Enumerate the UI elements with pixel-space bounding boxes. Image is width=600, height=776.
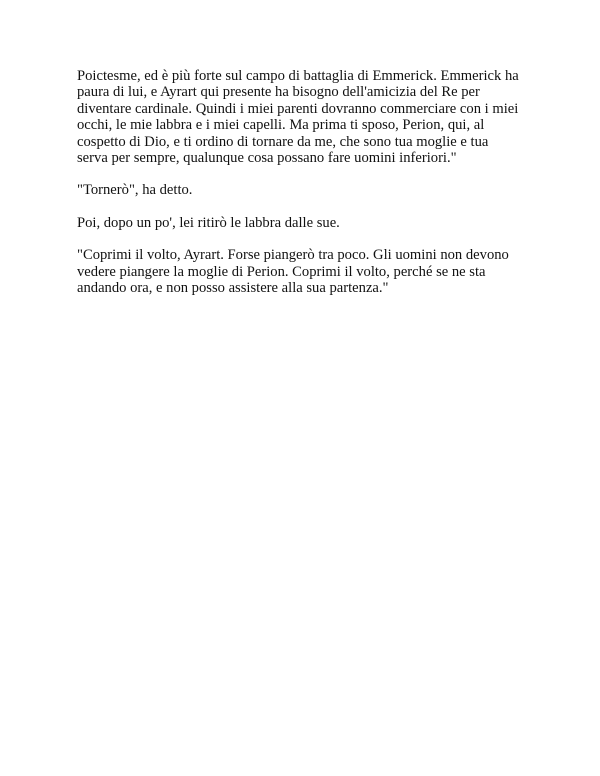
paragraph-2: "Tornerò", ha detto. [77,182,193,199]
paragraph-3: Poi, dopo un po', lei ritirò le labbra dalle sue. [77,214,340,231]
paragraph-4: "Coprimi il volto, Ayrart. Forse piangerò tra poco. Gli uomini non devono vedere piangere la moglie di Perion. Coprimi il volto, perché se ne sta andando ora, e non posso assistere alla sua partenza." [77,247,509,297]
body-text [77,68,532,312]
paragraph-1: Poictesme, ed è più forte sul campo di battaglia di Emmerick. Emmerick ha paura di lui, e Ayrart qui presente ha bisogno dell'amicizia del Re per diventare cardinale. Quindi i miei parenti dovranno commerciare con i miei occhi, le mie labbra e i miei capelli. Ma prima ti sposo, Perion, qui, al cospetto di Dio, e ti ordino di tornare da me, che sono tua moglie e tua serva per sempre, qualunque cosa possano fare uomini inferiori." [77,68,519,167]
